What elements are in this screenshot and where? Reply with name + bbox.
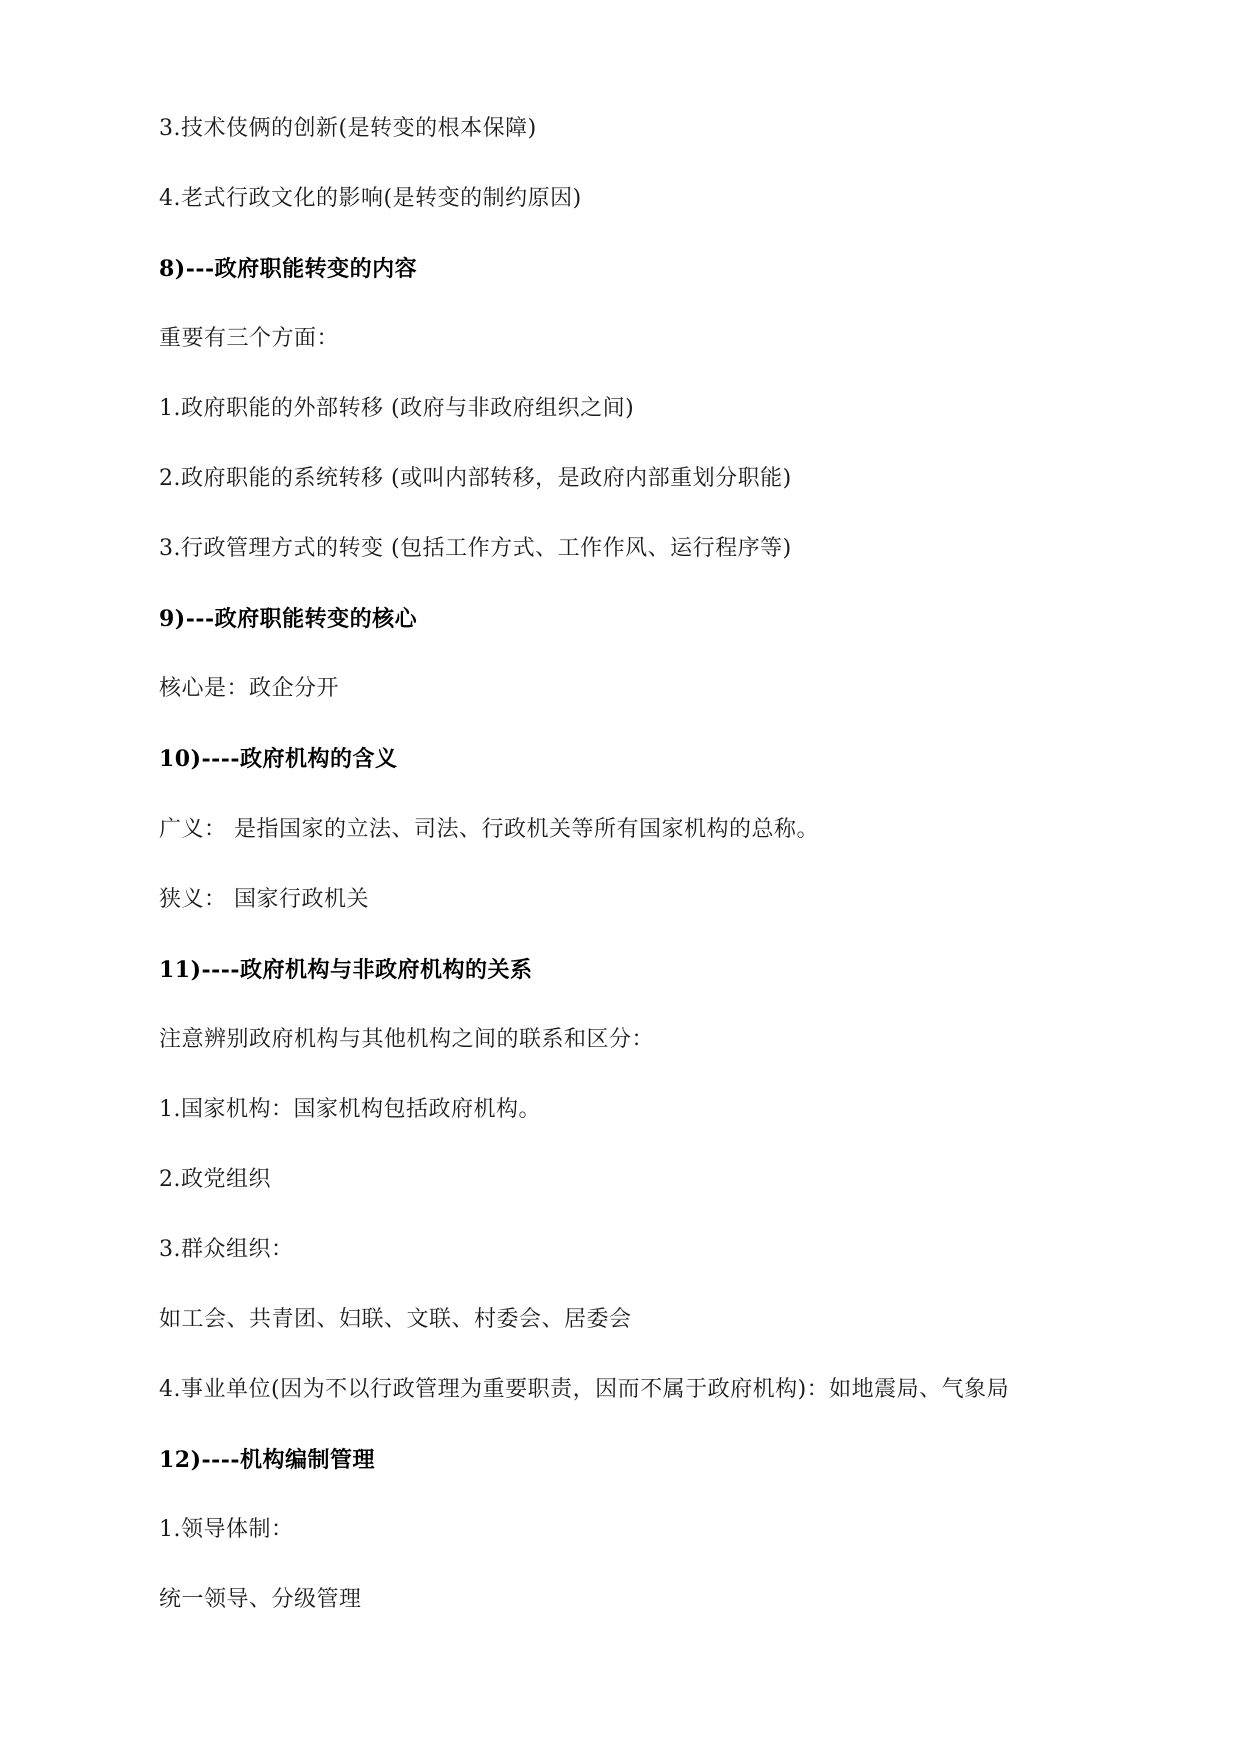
section-heading: 12)----机构编制管理 bbox=[159, 1447, 376, 1473]
paragraph-line: 广义： 是指国家的立法、司法、行政机关等所有国家机构的总称。 bbox=[159, 817, 819, 842]
paragraph-line: 1.政府职能的外部转移 (政府与非政府组织之间) bbox=[159, 396, 635, 421]
section-heading: 9)---政府职能转变的核心 bbox=[159, 606, 418, 632]
paragraph-line: 重要有三个方面： bbox=[159, 326, 340, 351]
paragraph-line: 3.群众组织： bbox=[159, 1237, 294, 1262]
paragraph-line: 3.行政管理方式的转变 (包括工作方式、工作作风、运行程序等) bbox=[159, 536, 792, 561]
paragraph-line: 狭义： 国家行政机关 bbox=[159, 887, 369, 912]
paragraph-line: 4.老式行政文化的影响(是转变的制约原因) bbox=[159, 186, 582, 211]
section-heading: 10)----政府机构的含义 bbox=[159, 746, 398, 772]
section-heading: 11)----政府机构与非政府机构的关系 bbox=[159, 957, 533, 983]
paragraph-line: 2.政府职能的系统转移 (或叫内部转移，是政府内部重划分职能) bbox=[159, 466, 792, 491]
paragraph-line: 4.事业单位(因为不以行政管理为重要职责，因而不属于政府机构)：如地震局、气象局 bbox=[159, 1377, 1010, 1402]
paragraph-line: 注意辨别政府机构与其他机构之间的联系和区分： bbox=[159, 1027, 655, 1052]
paragraph-line: 1.领导体制： bbox=[159, 1517, 294, 1542]
paragraph-line: 核心是：政企分开 bbox=[159, 676, 340, 701]
paragraph-line: 如工会、共青团、妇联、文联、村委会、居委会 bbox=[159, 1307, 632, 1332]
paragraph-line: 统一领导、分级管理 bbox=[159, 1587, 362, 1612]
paragraph-line: 1.国家机构：国家机构包括政府机构。 bbox=[159, 1097, 541, 1122]
section-heading: 8)---政府职能转变的内容 bbox=[159, 256, 418, 282]
paragraph-line: 3.技术伎俩的创新(是转变的根本保障) bbox=[159, 116, 537, 141]
paragraph-line: 2.政党组织 bbox=[159, 1167, 271, 1192]
